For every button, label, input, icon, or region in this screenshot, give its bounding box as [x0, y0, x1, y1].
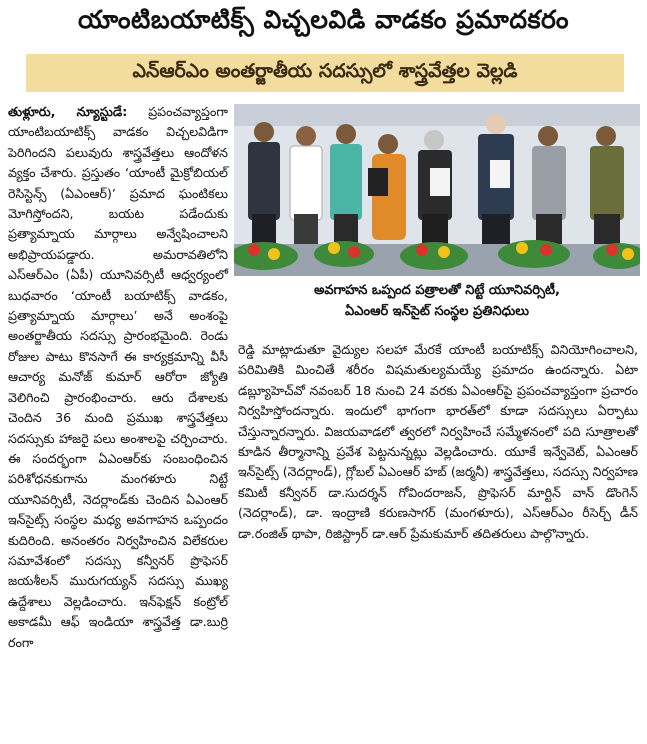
subheadline-banner [26, 54, 624, 92]
subheadline: ఎన్ఆర్ఎం అంతర్జాతీయ సదస్సులో శాస్త్రవేత్తల వెల్లడి [132, 59, 518, 82]
photo-caption-line2: ఏఎంఆర్ ఇన్‌సైట్ సంస్థల ప్రతినిధులు [345, 304, 529, 319]
left-column-body: ప్రపంచవ్యాప్తంగా యాంటిబయాటిక్స్ వాడకం విచ్చలవిడిగా పెరిగిందని పలువురు శాస్త్రవేత్తలు ఆందోళన వ్యక్తం చేశారు. ప్రస్తుతం ‘యాంటీ మైక్రోబియల్ రెసిస్టెన్స్ (ఏఎంఆర్)’ ప్రమాద ఘంటికలు మోగిస్తోందని, బయట పడేందుకు ప్రత్యామ్నాయ మార్గాలు అన్వేషించాలని అభిప్రాయపడ్డారు. అమరావతిలోని ఎస్ఆర్ఎం (ఏపీ) యూనివర్సిటీ ఆధ్వర్యంలో బుధవారం ‘యాంటీ బయాటిక్స్ వాడకం, ప్రత్యామ్నాయ మార్గాలు’ అనే అంశంపై అంతర్జాతీయ సదస్సు ప్రారంభమైంది. రెండు రోజుల పాటు కొనసాగే ఈ కార్యక్రమాన్ని వీసీ ఆచార్య మనోజ్ కుమార్ ఆరోరా జ్యోతి వెలిగించి ప్రారంభించారు. ఆరు దేశాలకు చెందిన 36 మంది ప్రముఖ శాస్త్రవేత్తలు సదస్సుకు హాజరై పలు అంశాలపై చర్చించారు. ఈ సందర్భంగా ఏఎంఆర్‌కు సంబంధించిన పరిశోధనకుగాను మంగళూరు నిట్టే యూనివర్సిటీ, నెదర్లాండ్‌కు చెందిన ఏఎంఆర్ ఇన్‌సైట్స్ సంస్థల మధ్య అవగాహన ఒప్పందం కుదిరింది. అనంతరం నిర్వహించిన విలేకరుల సమావేశంలో సదస్సు కన్వీనర్ ప్రొఫెసర్ జయశీలన్ మురుగయ్యన్ సదస్సు ముఖ్య ఉద్దేశాలు వెల్లడించారు. ఇన్‌ఫెక్షన్ కంట్రోల్ అకాడమీ ఆఫ్ ఇండియా శాస్త్రవేత్త డా.బుర్రి రంగా [8, 104, 228, 650]
left-column-text [8, 102, 228, 653]
right-column-body: రెడ్డి మాట్లాడుతూ వైద్యుల సలహా మేరకే యాంటీ బయాటిక్స్ వినియోగించాలని, పరిమితికి మించితే శరీరం విషమతుల్యమయ్యే ప్రమాదం ఉందన్నారు. ఏటా డబ్ల్యూహెచ్‌వో నవంబర్ 18 నుంచి 24 వరకు ఏఎంఆర్‌పై ప్రపంచవ్యాప్తంగా ప్రచారం నిర్వహిస్తోందన్నారు. ఇందులో భాగంగా భారత్‌లో కూడా సదస్సులు ఏర్పాటు చేస్తున్నారన్నారు. విజయవాడలో త్వరలో నిర్వహించే సమ్మేళనంలో పది సూత్రాలతో కూడిన తీర్మానాన్ని ప్రవేశ పెట్టనున్నట్లు వెల్లడించారు. యూకే ఇన్వేవెట్, ఏఎంఆర్ ఇన్‌సైట్స్ (నెదర్లాండ్), గ్లోబల్ ఏఎంఆర్ హబ్ (జర్మనీ) శాస్త్రవేత్తలు, సదస్సు నిర్వహణ కమిటీ కన్వీనర్ డా.సుదర్శన్ గోవిందరాజన్, ప్రొఫెసర్ మార్టిన్ వాన్ డొంగెన్ (నెదర్లాండ్), డా. ఇంద్రాణి కరుణసాగర్ (మంగళూరు), ఎస్ఆర్ఎం రీసెర్చ్ డీన్ డా.రంజిత్ థాపా, రిజిస్ట్రార్ డా.ఆర్ ప్రేమకుమార్ తదితరులు పాల్గొన్నారు. [238, 342, 638, 541]
right-article-column [238, 340, 638, 544]
photo-caption [234, 280, 640, 330]
headline: యాంటిబయాటిక్స్ విచ్చలవిడి వాడకం ప్రమాదకరం [77, 5, 570, 34]
left-article-column [8, 102, 228, 653]
photo-illustration [234, 104, 640, 276]
news-photo [234, 104, 640, 276]
photo-caption-line1: అవగాహన ఒప్పంద పత్రాలతో నిట్టే యూనివర్సిటీ, [314, 283, 560, 298]
dateline: తుళ్లూరు, న్యూస్టుడే: [8, 104, 128, 119]
